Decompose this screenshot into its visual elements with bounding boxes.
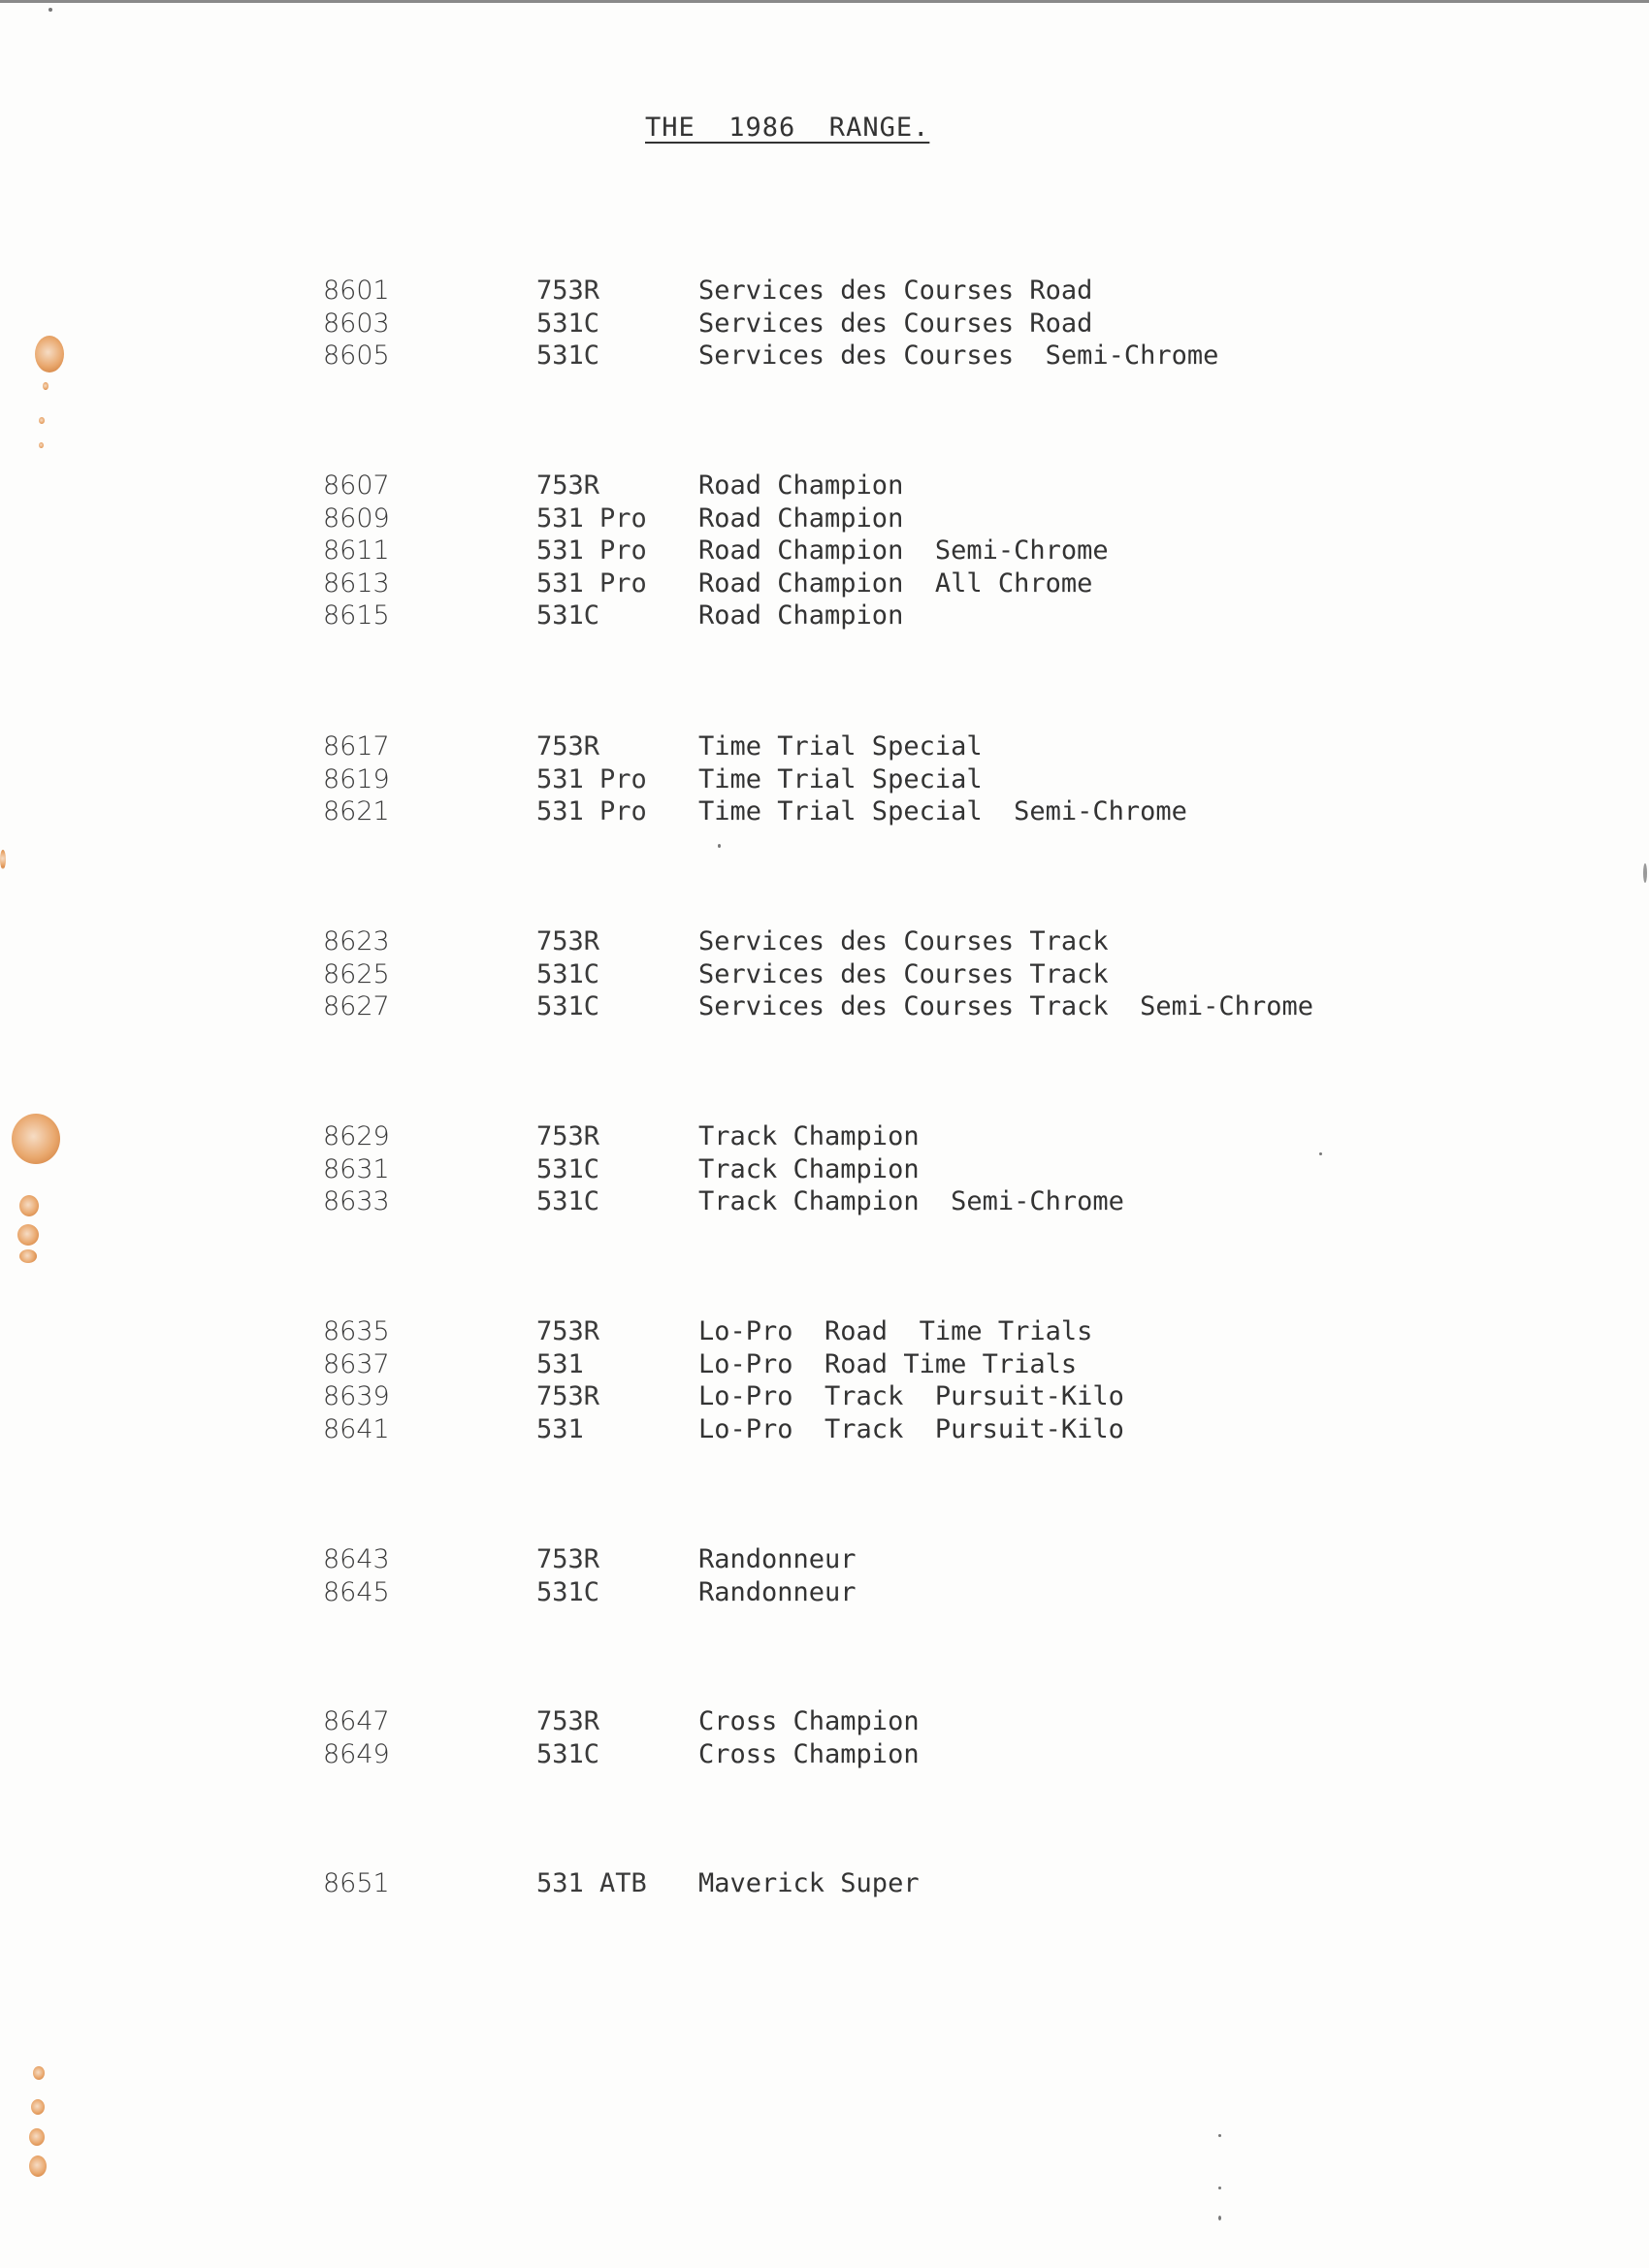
- model-name: Track Champion: [698, 1153, 920, 1184]
- tubing-spec: 531C: [536, 340, 600, 371]
- range-row: [0, 1348, 1649, 1381]
- scan-speck: [1319, 1152, 1322, 1155]
- range-row: [0, 1413, 1649, 1446]
- model-code: 8601: [323, 275, 390, 306]
- rust-spot: [12, 1114, 60, 1164]
- range-row: [0, 795, 1649, 828]
- range-row: [0, 1153, 1649, 1186]
- range-row: [0, 567, 1649, 600]
- range-row: [0, 535, 1649, 567]
- rust-spot: [35, 336, 64, 373]
- range-row: [0, 1380, 1649, 1413]
- range-group: [0, 1543, 1649, 1608]
- tubing-spec: 753R: [536, 470, 600, 501]
- range-row: [0, 1543, 1649, 1576]
- model-name: Road Champion: [698, 600, 904, 631]
- range-group: [0, 925, 1649, 1023]
- scan-speck: [718, 844, 721, 848]
- model-code: 8651: [323, 1868, 390, 1898]
- tubing-spec: 531C: [536, 958, 600, 989]
- range-row: [0, 990, 1649, 1023]
- scan-speck: [1218, 2216, 1221, 2220]
- range-row: [0, 1120, 1649, 1153]
- tubing-spec: 531C: [536, 1576, 600, 1607]
- rust-spot: [39, 442, 44, 448]
- model-code: 8645: [323, 1576, 390, 1607]
- range-group: [0, 1315, 1649, 1445]
- tubing-spec: 753R: [536, 1381, 600, 1411]
- model-code: 8613: [323, 567, 390, 599]
- model-code: 8637: [323, 1348, 390, 1379]
- range-row: [0, 502, 1649, 535]
- rust-spot: [0, 850, 6, 869]
- range-group: [0, 275, 1649, 373]
- tubing-spec: 531 Pro: [536, 763, 647, 794]
- tubing-spec: 531 Pro: [536, 796, 647, 826]
- model-name: Services des Courses Semi-Chrome: [698, 340, 1219, 371]
- range-row: [0, 958, 1649, 991]
- tubing-spec: 531 Pro: [536, 502, 647, 534]
- range-row: [0, 1576, 1649, 1609]
- range-row: [0, 599, 1649, 632]
- model-name: Road Champion: [698, 502, 904, 534]
- range-group: [0, 1867, 1649, 1900]
- model-name: Track Champion Semi-Chrome: [698, 1186, 1124, 1216]
- rust-spot: [17, 1224, 39, 1246]
- tubing-spec: 531C: [536, 991, 600, 1021]
- model-name: Services des Courses Track: [698, 958, 1109, 989]
- model-name: Cross Champion: [698, 1706, 920, 1736]
- tubing-spec: 753R: [536, 1706, 600, 1736]
- model-name: Cross Champion: [698, 1738, 920, 1769]
- page-title: THE 1986 RANGE.: [645, 113, 930, 143]
- model-code: 8609: [323, 502, 390, 534]
- model-code: 8623: [323, 926, 390, 956]
- model-name: Road Champion All Chrome: [698, 567, 1093, 599]
- scan-speck: [1218, 2134, 1221, 2137]
- model-name: Lo-Pro Road Time Trials: [698, 1316, 1093, 1346]
- range-row: [0, 925, 1649, 958]
- range-row: [0, 1185, 1649, 1218]
- rust-spot: [39, 417, 45, 424]
- range-group: [0, 1120, 1649, 1218]
- model-code: 8639: [323, 1381, 390, 1411]
- tubing-spec: 753R: [536, 275, 600, 306]
- range-row: [0, 340, 1649, 373]
- range-row: [0, 730, 1649, 763]
- rust-spot: [29, 2155, 47, 2177]
- range-row: [0, 1867, 1649, 1900]
- model-code: 8619: [323, 763, 390, 794]
- model-code: 8633: [323, 1186, 390, 1216]
- model-name: Lo-Pro Road Time Trials: [698, 1348, 1078, 1379]
- tubing-spec: 531C: [536, 1153, 600, 1184]
- model-name: Time Trial Special: [698, 763, 983, 794]
- model-code: 8621: [323, 796, 390, 826]
- tubing-spec: 531 ATB: [536, 1868, 647, 1898]
- scan-speck: [1218, 2187, 1221, 2189]
- model-code: 8649: [323, 1738, 390, 1769]
- model-name: Services des Courses Track Semi-Chrome: [698, 991, 1313, 1021]
- scan-speck: [1643, 863, 1647, 883]
- model-name: Road Champion Semi-Chrome: [698, 535, 1109, 566]
- tubing-spec: 531 Pro: [536, 535, 647, 566]
- tubing-spec: 531C: [536, 600, 600, 631]
- range-row: [0, 1705, 1649, 1738]
- model-code: 8643: [323, 1544, 390, 1574]
- model-name: Randonneur: [698, 1576, 857, 1607]
- model-code: 8647: [323, 1706, 390, 1736]
- tubing-spec: 531C: [536, 1186, 600, 1216]
- scan-edge: [0, 0, 1649, 3]
- tubing-spec: 753R: [536, 926, 600, 956]
- model-name: Services des Courses Road: [698, 308, 1093, 339]
- model-code: 8615: [323, 600, 390, 631]
- tubing-spec: 531: [536, 1348, 584, 1379]
- model-name: Road Champion: [698, 470, 904, 501]
- rust-spot: [29, 2128, 45, 2146]
- range-row: [0, 1315, 1649, 1348]
- model-name: Maverick Super: [698, 1868, 920, 1898]
- model-code: 8629: [323, 1121, 390, 1151]
- range-row: [0, 470, 1649, 502]
- model-name: Lo-Pro Track Pursuit-Kilo: [698, 1381, 1124, 1411]
- model-name: Services des Courses Road: [698, 275, 1093, 306]
- tubing-spec: 531C: [536, 1738, 600, 1769]
- range-group: [0, 1705, 1649, 1770]
- rust-spot: [33, 2066, 45, 2080]
- model-code: 8617: [323, 731, 390, 761]
- tubing-spec: 531 Pro: [536, 567, 647, 599]
- range-row: [0, 308, 1649, 340]
- model-name: Time Trial Special Semi-Chrome: [698, 796, 1187, 826]
- model-code: 8641: [323, 1413, 390, 1444]
- scan-speck: [48, 8, 52, 12]
- model-name: Services des Courses Track: [698, 926, 1109, 956]
- model-code: 8607: [323, 470, 390, 501]
- model-code: 8603: [323, 308, 390, 339]
- tubing-spec: 753R: [536, 1121, 600, 1151]
- range-row: [0, 275, 1649, 308]
- rust-spot: [31, 2099, 45, 2115]
- model-name: Track Champion: [698, 1121, 920, 1151]
- tubing-spec: 753R: [536, 1316, 600, 1346]
- model-code: 8627: [323, 991, 390, 1021]
- model-code: 8625: [323, 958, 390, 989]
- rust-spot: [19, 1195, 39, 1216]
- tubing-spec: 531: [536, 1413, 584, 1444]
- range-row: [0, 763, 1649, 796]
- model-code: 8611: [323, 535, 390, 566]
- range-group: [0, 470, 1649, 632]
- range-group: [0, 730, 1649, 828]
- model-name: Randonneur: [698, 1544, 857, 1574]
- model-code: 8605: [323, 340, 390, 371]
- rust-spot: [19, 1249, 37, 1263]
- tubing-spec: 753R: [536, 1544, 600, 1574]
- range-row: [0, 1738, 1649, 1771]
- rust-spot: [43, 382, 48, 390]
- model-name: Lo-Pro Track Pursuit-Kilo: [698, 1413, 1124, 1444]
- tubing-spec: 753R: [536, 731, 600, 761]
- model-name: Time Trial Special: [698, 731, 983, 761]
- model-code: 8635: [323, 1316, 390, 1346]
- tubing-spec: 531C: [536, 308, 600, 339]
- model-code: 8631: [323, 1153, 390, 1184]
